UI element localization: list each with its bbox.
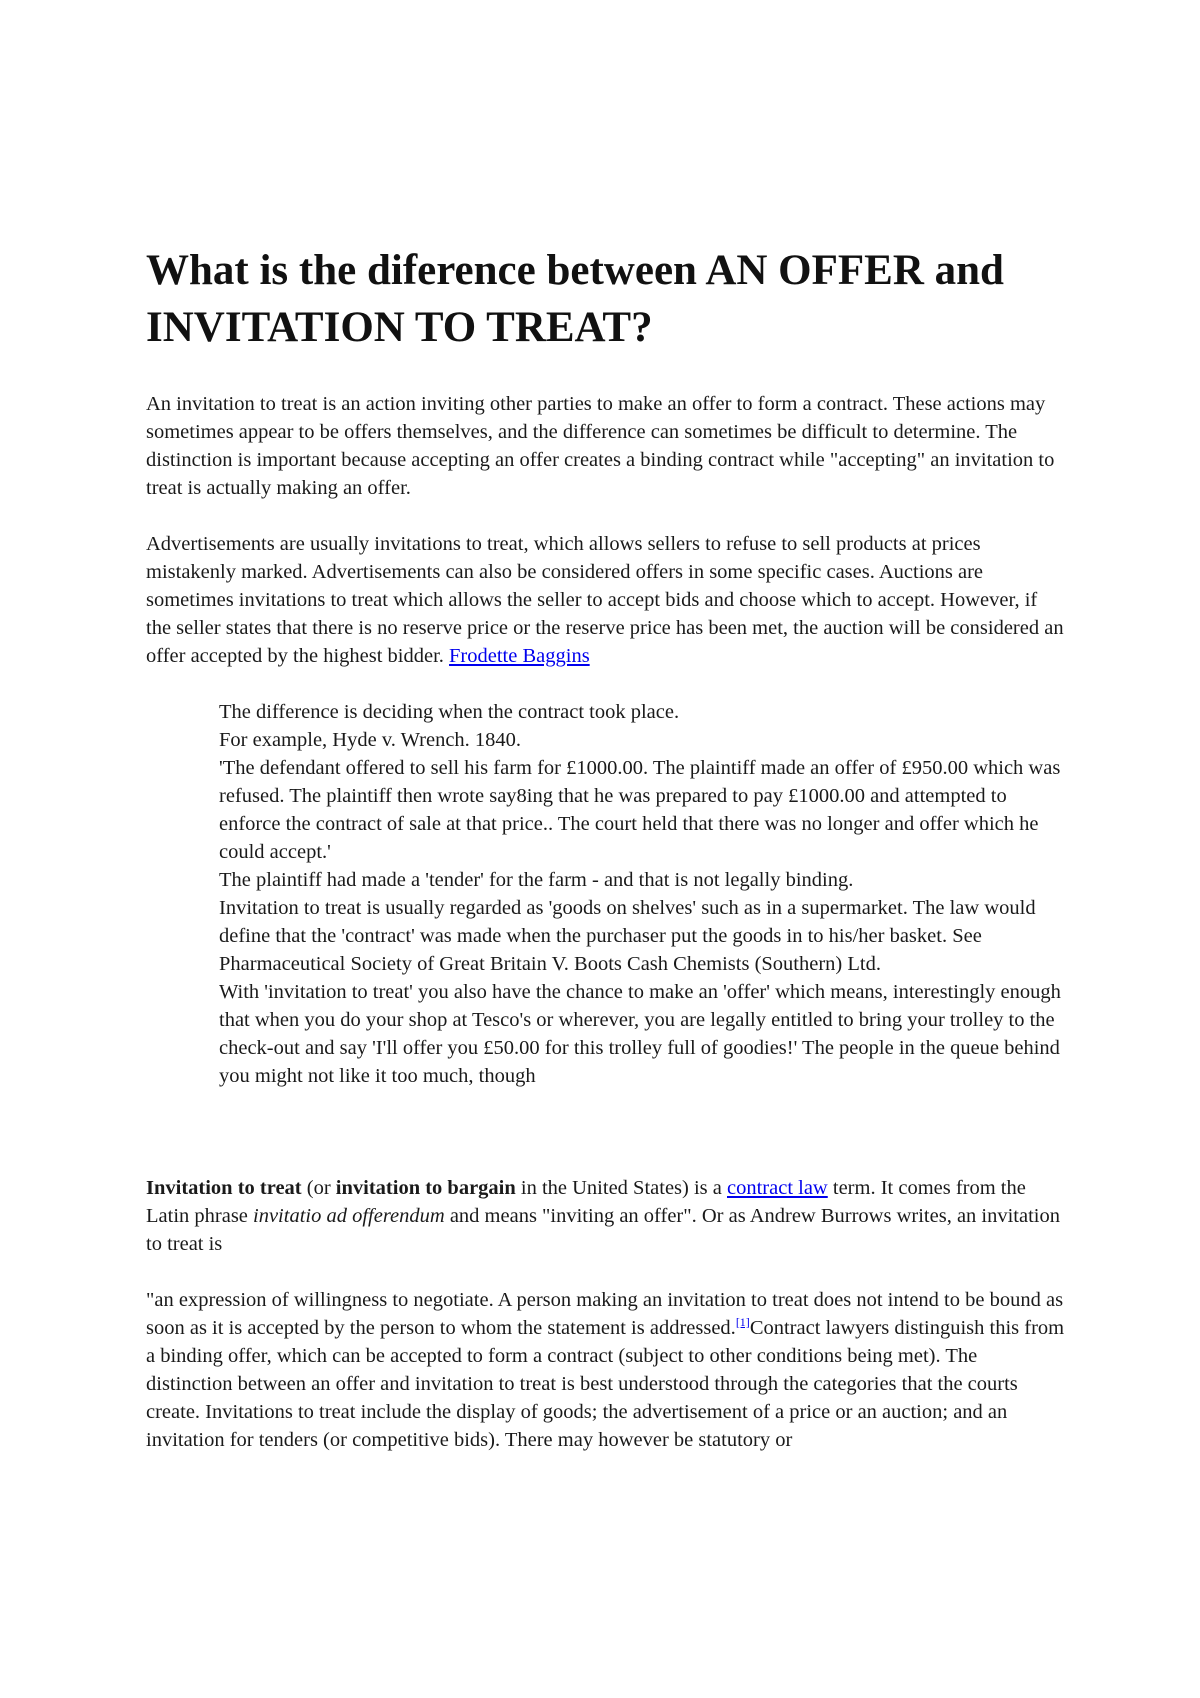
quote-line: The plaintiff had made a 'tender' for the farm - and that is not legally binding. bbox=[219, 869, 854, 891]
text-run: Contract lawyers distinguish this from a binding offer, which can be accepted to form a contract (subject to other conditions being met). The distinction between an offer and invitation to treat is best understood through the categories that the courts create. Invitations to treat include the display of goods; the advertisement of a price or an auction; and an invitation for tenders (or competitive bids). There may however be statutory or bbox=[146, 1317, 1065, 1451]
paragraph-invitation-to-treat bbox=[146, 1174, 1066, 1258]
bold-term: invitation to bargain bbox=[335, 1177, 516, 1199]
page-title: What is the diference between AN OFFER and INVITATION TO TREAT? bbox=[146, 247, 1004, 351]
paragraph-advertisements-text: Advertisements are usually invitations to treat, which allows sellers to refuse to sell products at prices mistakenly marked. Advertisements can also be considered offers in some specific cases. Auctions are sometimes invitations to treat which allows the seller to accept bids and choose which to accept. However, if the seller states that there is no reserve price or the reserve price has been met, the auction will be considered an offer accepted by the highest bidder. bbox=[146, 533, 1064, 667]
text-run: and means "inviting an offer". Or as Andrew Burrows writes, an invitation to treat is bbox=[146, 1205, 1060, 1255]
text-run: "an expression of willingness to negotiate. A person making an invitation to treat does not intend to be bound as soon as it is accepted by the person to whom the statement is addressed. bbox=[146, 1289, 1064, 1339]
blockquote bbox=[219, 698, 1066, 1090]
quote-line: 'The defendant offered to sell his farm for £1000.00. The plaintiff made an offer of £950.00 which was refused. The plaintiff then wrote say8ing that he was prepared to pay £1000.00 and attempted to enforce the contract of sale at that price.. The court held that there was no longer and offer which he could accept.' bbox=[219, 757, 1061, 863]
paragraph-quote-burrows bbox=[146, 1286, 1066, 1454]
text-run: term. It comes from the Latin phrase bbox=[146, 1177, 1026, 1227]
quote-line: For example, Hyde v. Wrench. 1840. bbox=[219, 729, 522, 751]
latin-phrase: invitatio ad offerendum bbox=[253, 1205, 445, 1227]
author-link[interactable]: Frodette Baggins bbox=[449, 645, 590, 667]
contract-law-link[interactable]: contract law bbox=[727, 1177, 828, 1199]
quote-line: With 'invitation to treat' you also have the chance to make an 'offer' which means, interestingly enough that when you do your shop at Tesco's or wherever, you are legally entitled to bring your trolley to the check-out and say 'I'll offer you £50.00 for this trolley full of goodies!' The people in the queue behind you might not like it too much, though bbox=[219, 981, 1061, 1087]
text-run: in the United States) is a bbox=[515, 1177, 727, 1199]
bold-term: Invitation to treat bbox=[146, 1177, 302, 1199]
document-page bbox=[146, 242, 1066, 1454]
quote-line: Invitation to treat is usually regarded as 'goods on shelves' such as in a supermarket. The law would define that the 'contract' was made when the purchaser put the goods in to his/her basket. See Pharmaceutical Society of Great Britain V. Boots Cash Chemists (Southern) Ltd. bbox=[219, 897, 1036, 975]
footnote-reference-link[interactable]: [1] bbox=[735, 1315, 750, 1330]
text-run: (or bbox=[301, 1177, 336, 1199]
quote-line: The difference is deciding when the contract took place. bbox=[219, 701, 680, 723]
paragraph-advertisements bbox=[146, 530, 1066, 670]
paragraph-definition: An invitation to treat is an action inviting other parties to make an offer to form a contract. These actions may sometimes appear to be offers themselves, and the difference can sometimes be difficult to determine. The distinction is important because accepting an offer creates a binding contract while "accepting" an invitation to treat is actually making an offer. bbox=[146, 393, 1055, 499]
